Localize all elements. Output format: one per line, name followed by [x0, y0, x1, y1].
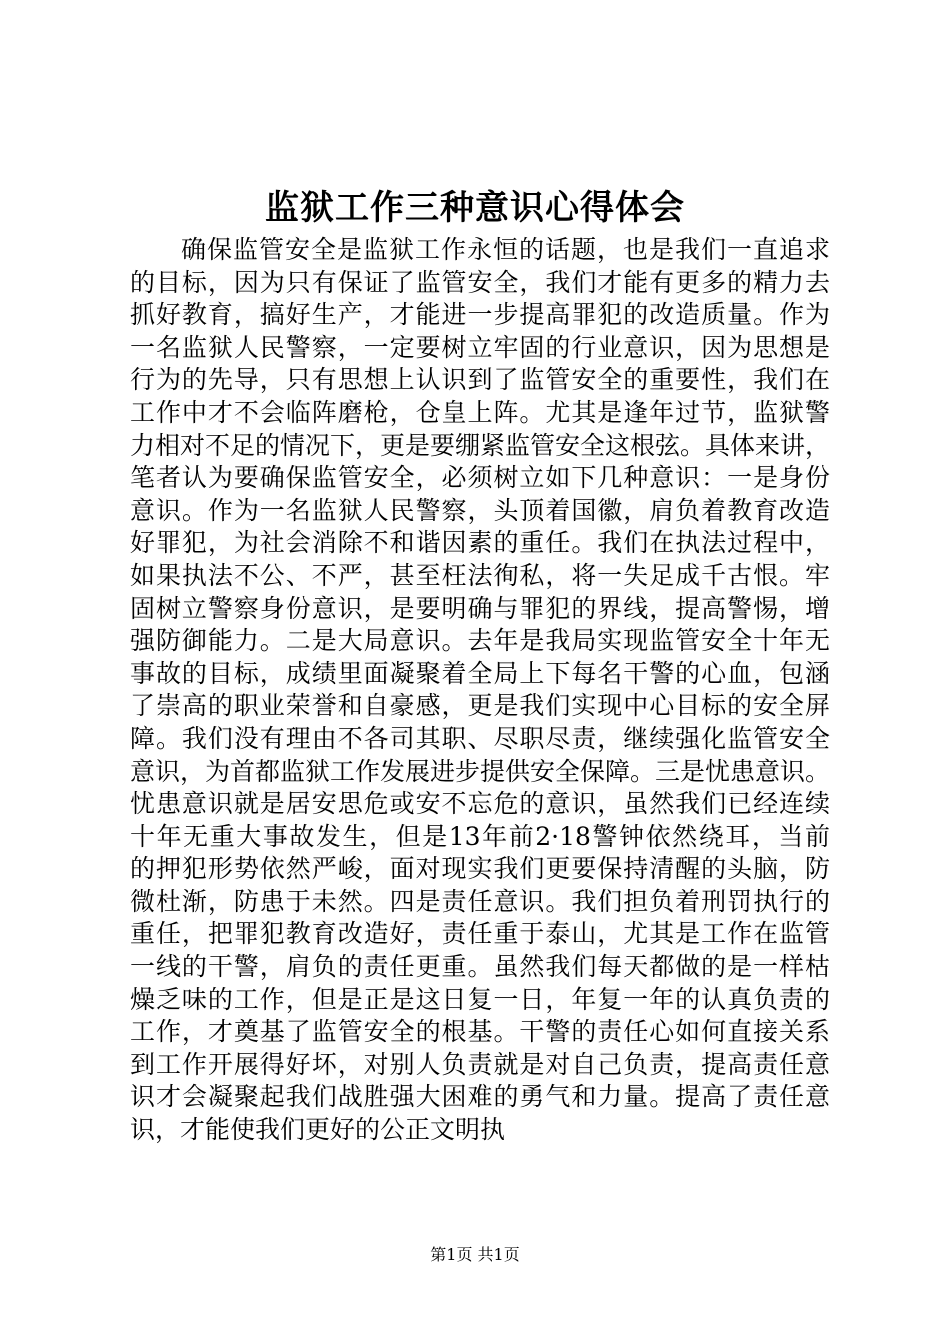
body-line: 微杜渐，防患于未然。四是责任意识。我们担负着刑罚执行的 — [130, 886, 830, 916]
body-line: 固树立警察身份意识，是要明确与罪犯的界线，提高警惕，增 — [130, 593, 830, 623]
document-body — [130, 234, 830, 1147]
body-line: 了崇高的职业荣誉和自豪感，更是我们实现中心目标的安全屏 — [130, 691, 830, 721]
body-line: 识才会凝聚起我们战胜强大困难的勇气和力量。提高了责任意 — [130, 1082, 830, 1112]
body-line: 事故的目标，成绩里面凝聚着全局上下每名干警的心血，包涵 — [130, 658, 830, 688]
body-line: 一线的干警，肩负的责任更重。虽然我们每天都做的是一样枯 — [130, 952, 830, 982]
body-line: 强防御能力。二是大局意识。去年是我局实现监管安全十年无 — [130, 626, 830, 656]
body-line: 重任，把罪犯教育改造好，责任重于泰山，尤其是工作在监管 — [130, 919, 830, 949]
document-title: 监狱工作三种意识心得体会 — [265, 188, 685, 228]
body-line: 到工作开展得好坏，对别人负责就是对自己负责，提高责任意 — [130, 1049, 830, 1079]
body-line: 意识，为首都监狱工作发展进步提供安全保障。三是忧患意识。 — [130, 756, 831, 786]
page-footer: 第1页 共1页 — [430, 1245, 520, 1264]
body-line: 十年无重大事故发生，但是13年前2·18警钟依然绕耳，当前 — [130, 821, 830, 851]
body-line: 抓好教育，搞好生产，才能进一步提高罪犯的改造质量。作为 — [130, 300, 830, 330]
body-line: 意识。作为一名监狱人民警察，头顶着国徽，肩负着教育改造 — [130, 495, 830, 525]
body-line: 一名监狱人民警察，一定要树立牢固的行业意识，因为思想是 — [130, 332, 830, 362]
body-line: 确保监管安全是监狱工作永恒的话题，也是我们一直追求 — [181, 235, 830, 264]
body-line: 工作，才奠基了监管安全的根基。干警的责任心如何直接关系 — [130, 1017, 830, 1047]
body-line: 的目标，因为只有保证了监管安全，我们才能有更多的精力去 — [130, 267, 830, 297]
body-line: 燥乏味的工作，但是正是这日复一日，年复一年的认真负责的 — [130, 984, 830, 1014]
body-line: 障。我们没有理由不各司其职、尽职尽责，继续强化监管安全 — [130, 723, 830, 753]
body-line: 笔者认为要确保监管安全，必须树立如下几种意识：一是身份 — [130, 463, 830, 493]
body-line: 行为的先导，只有思想上认识到了监管安全的重要性，我们在 — [130, 365, 830, 395]
body-line: 识，才能使我们更好的公正文明执 — [130, 1115, 506, 1145]
body-line: 好罪犯，为社会消除不和谐因素的重任。我们在执法过程中， — [130, 528, 830, 558]
body-line: 忧患意识就是居安思危或安不忘危的意识，虽然我们已经连续 — [130, 789, 830, 819]
body-line: 的押犯形势依然严峻，面对现实我们更要保持清醒的头脑，防 — [130, 854, 830, 884]
body-line: 如果执法不公、不严，甚至枉法徇私，将一失足成千古恨。牢 — [130, 560, 830, 590]
body-line: 工作中才不会临阵磨枪，仓皇上阵。尤其是逢年过节，监狱警 — [130, 397, 830, 427]
body-line: 力相对不足的情况下，更是要绷紧监管安全这根弦。具体来讲， — [130, 430, 831, 460]
